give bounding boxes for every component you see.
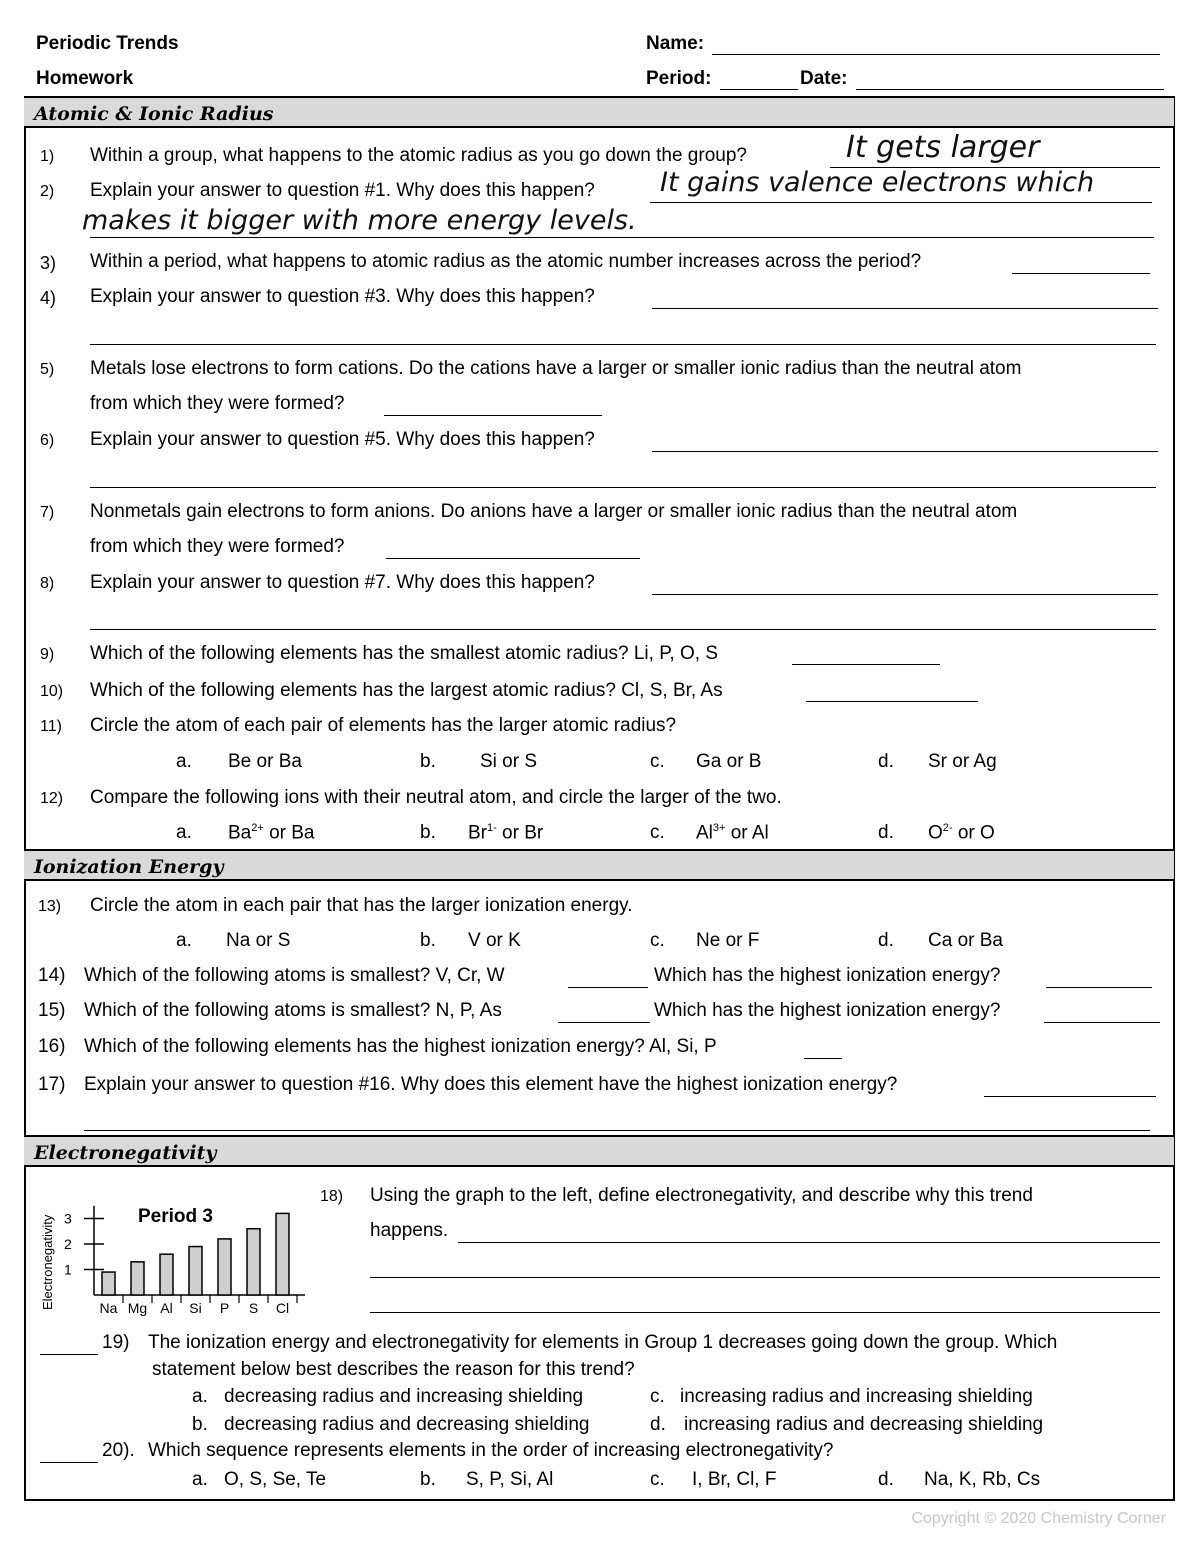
q2-number: 2) [40,183,55,200]
q12-option-d[interactable] [928,822,995,844]
q10-number: 10) [40,683,64,700]
q11-option-a[interactable]: Be or Ba [228,751,302,772]
worksheet-title: Periodic Trends [36,33,179,54]
q11-option-b-letter: b. [420,751,436,772]
q12-option-a[interactable] [228,822,315,844]
q19-option-a-letter: a. [192,1386,208,1407]
q13-option-a-letter: a. [176,930,192,951]
q2-handwritten-answer-2: makes it bigger with more energy levels. [82,205,637,236]
q12-a-symbol: Ba [228,822,252,844]
q12-a-rest: or Ba [263,822,315,844]
q11-option-c[interactable]: Ga or B [696,751,762,772]
q13-option-b[interactable]: V or K [468,930,521,951]
q12-number: 12) [40,790,64,807]
q4-answer-line[interactable] [652,308,1158,309]
q20-option-a[interactable]: O, S, Se, Te [224,1469,327,1490]
q20-number: 20). [102,1440,135,1461]
q12-d-rest: or O [952,822,995,844]
q13-option-d-letter: d. [878,930,894,951]
chart-xtick-label: Al [160,1300,173,1316]
q11-text: Circle the atom of each pair of elements has the larger atomic radius? [90,715,677,736]
q15-number: 15) [38,1000,66,1021]
q19-option-a[interactable]: decreasing radius and increasing shielding [224,1386,584,1407]
q1-number: 1) [40,148,55,165]
section-atomic-radius: Atomic & Ionic Radius [24,96,1174,128]
q17-text: Explain your answer to question #16. Why does this element have the highest ionization energy? [84,1074,898,1095]
q14-number: 14) [38,965,66,986]
q20-option-c[interactable]: I, Br, Cl, F [692,1469,777,1490]
q19-text: The ionization energy and electronegativity for elements in Group 1 decreases going down the group. Which [148,1332,1058,1353]
q12-option-c-letter: c. [650,822,665,843]
q11-option-d[interactable]: Sr or Ag [928,751,997,772]
q8-number: 8) [40,575,55,592]
q5-text: Metals lose electrons to form cations. Do the cations have a larger or smaller ionic radius than the neutral atom [90,358,1022,379]
q12-option-b-letter: b. [420,822,436,843]
q20-option-a-letter: a. [192,1469,208,1490]
q2-answer-line[interactable] [650,202,1152,203]
name-field[interactable] [712,54,1160,55]
q18-number: 18) [320,1188,344,1205]
q6-number: 6) [40,432,55,449]
q13-option-a[interactable]: Na or S [226,930,291,951]
chart-bar-cl [276,1213,289,1295]
q20-option-c-letter: c. [650,1469,665,1490]
q7-text: Nonmetals gain electrons to form anions. Do anions have a larger or smaller ionic radius than the neutral atom [90,501,1018,522]
q20-option-b-letter: b. [420,1469,436,1490]
q20-blank[interactable] [40,1462,98,1463]
q10-answer-line[interactable] [806,701,978,702]
q7-answer-line[interactable] [386,558,640,559]
q6-text: Explain your answer to question #5. Why does this happen? [90,429,595,450]
q18-text: Using the graph to the left, define electronegativity, and describe why this trend [370,1185,1033,1206]
chart-bar-s [247,1229,260,1295]
q17-number: 17) [38,1074,66,1095]
q20-option-d-letter: d. [878,1469,894,1490]
q2-text: Explain your answer to question #1. Why does this happen? [90,180,595,201]
q2-answer-line-2[interactable] [90,237,1154,238]
q12-b-rest: or Br [496,822,544,844]
q10-text: Which of the following elements has the largest atomic radius? Cl, S, Br, As [90,680,723,701]
q6-answer-line-2[interactable] [90,487,1156,488]
q8-answer-line-2[interactable] [90,629,1156,630]
worksheet-subtitle: Homework [36,68,134,89]
q12-option-b[interactable] [468,822,543,844]
q14-text: Which of the following atoms is smallest? V, Cr, W [84,965,505,986]
q19-option-d-letter: d. [650,1414,666,1435]
chart-xtick-label: Na [99,1300,118,1316]
q15-text: Which of the following atoms is smallest? N, P, As [84,1000,502,1021]
q9-text: Which of the following elements has the smallest atomic radius? Li, P, O, S [90,643,719,664]
section-electronegativity: Electronegativity [24,1135,1174,1167]
q16-answer-line[interactable] [804,1058,842,1059]
q9-answer-line[interactable] [792,664,940,665]
q5-answer-line[interactable] [384,415,602,416]
q5-text-2: from which they were formed? [90,393,345,414]
chart-xtick-label: Si [189,1300,202,1316]
q1-text: Within a group, what happens to the atomic radius as you go down the group? [90,145,747,166]
q19-option-c-letter: c. [650,1386,665,1407]
q19-number: 19) [102,1332,130,1353]
q11-option-d-letter: d. [878,751,894,772]
q14-text-2: Which has the highest ionization energy? [654,965,1001,986]
q7-number: 7) [40,504,55,521]
copyright-footer: Copyright © 2020 Chemistry Corner [911,1510,1166,1527]
period-field[interactable] [720,89,798,90]
q16-text: Which of the following elements has the highest ionization energy? Al, Si, P [84,1036,717,1057]
q12-c-symbol: Al [696,822,713,844]
q18-answer-line-2[interactable] [370,1277,1160,1278]
q12-option-a-letter: a. [176,822,192,843]
q6-answer-line[interactable] [652,451,1158,452]
chart-bar-p [218,1239,231,1295]
q4-answer-line-2[interactable] [90,344,1156,345]
q19-option-b-letter: b. [192,1414,208,1435]
q18-answer-line[interactable] [458,1242,1160,1243]
q19-option-b[interactable]: decreasing radius and decreasing shielding [224,1414,590,1435]
q9-number: 9) [40,646,55,663]
q12-a-charge: 2+ [251,822,264,834]
q13-text: Circle the atom in each pair that has the larger ionization energy. [90,895,633,916]
q12-option-d-letter: d. [878,822,894,843]
q20-option-d[interactable]: Na, K, Rb, Cs [924,1469,1041,1490]
chart-bar-si [189,1247,202,1295]
q19-text-2: statement below best describes the reason for this trend? [152,1359,635,1380]
q12-d-charge: 2- [942,822,953,834]
q13-option-c-letter: c. [650,930,665,951]
q4-text: Explain your answer to question #3. Why does this happen? [90,286,595,307]
q11-option-a-letter: a. [176,751,192,772]
q19-option-c[interactable]: increasing radius and increasing shielding [680,1386,1033,1407]
q17-answer-line-2[interactable] [84,1130,1150,1131]
date-field[interactable] [856,89,1164,90]
q14-answer-line[interactable] [568,987,648,988]
chart-ytick-label: 1 [64,1261,72,1278]
chart-ytick-label: 2 [64,1236,72,1252]
q13-number: 13) [38,898,62,915]
chart-xtick-label: P [219,1300,230,1316]
chart-bar-mg [131,1262,144,1295]
q15-answer-line-2[interactable] [1044,1022,1160,1023]
chart-xtick-label: Cl [275,1300,290,1316]
q18-answer-line-3[interactable] [370,1312,1160,1313]
chart-ytick-label: 3 [64,1210,72,1227]
chart-xtick-label: S [248,1300,259,1316]
q11-number: 11) [40,718,62,735]
q20-text: Which sequence represents elements in the order of increasing electronegativity? [148,1440,834,1461]
q17-answer-line[interactable] [984,1096,1156,1097]
q12-b-symbol: Br [468,822,487,844]
q13-option-d[interactable]: Ca or Ba [928,930,1003,951]
q5-number: 5) [40,361,55,378]
electronegativity-chart [34,1180,324,1325]
q13-option-c[interactable]: Ne or F [696,930,760,951]
q8-text: Explain your answer to question #7. Why does this happen? [90,572,595,593]
q11-option-c-letter: c. [650,751,665,772]
q8-answer-line[interactable] [652,594,1158,595]
q1-handwritten-answer: It gets larger [846,130,1040,165]
q15-text-2: Which has the highest ionization energy? [654,1000,1001,1021]
chart-ylabel: Electronegativity [40,1214,55,1310]
q3-text: Within a period, what happens to atomic radius as the atomic number increases across the period? [90,251,922,272]
q4-number: 4) [40,288,57,308]
q13-option-b-letter: b. [420,930,436,951]
chart-bar-al [160,1254,173,1295]
q11-option-b[interactable]: Si or S [480,751,538,772]
q12-b-charge: 1- [487,822,497,834]
chart-xtick-label: Mg [127,1300,148,1316]
q18-text-2: happens. [370,1220,449,1241]
q2-handwritten-answer-1: It gains valence electrons which [660,167,1095,198]
q19-blank[interactable] [40,1354,98,1355]
q15-answer-line[interactable] [558,1022,650,1023]
q20-option-b[interactable]: S, P, Si, Al [466,1469,554,1490]
q3-number: 3) [40,253,57,273]
chart-title: Period 3 [138,1206,213,1227]
name-label: Name: [646,33,705,54]
q12-c-rest: or Al [725,822,769,844]
q3-answer-line[interactable] [1012,273,1150,274]
q16-number: 16) [38,1036,66,1057]
q12-c-charge: 3+ [712,822,726,834]
chart-bar-na [102,1272,115,1295]
q14-answer-line-2[interactable] [1046,987,1152,988]
q12-text: Compare the following ions with their neutral atom, and circle the larger of the two. [90,787,782,808]
q12-d-symbol: O [928,822,943,844]
q12-option-c[interactable] [696,822,769,844]
section-ionization-energy: Ionization Energy [24,849,1174,881]
period-label: Period: [646,68,712,89]
q7-text-2: from which they were formed? [90,536,345,557]
q19-option-d[interactable]: increasing radius and decreasing shielding [684,1414,1044,1435]
date-label: Date: [800,68,848,89]
